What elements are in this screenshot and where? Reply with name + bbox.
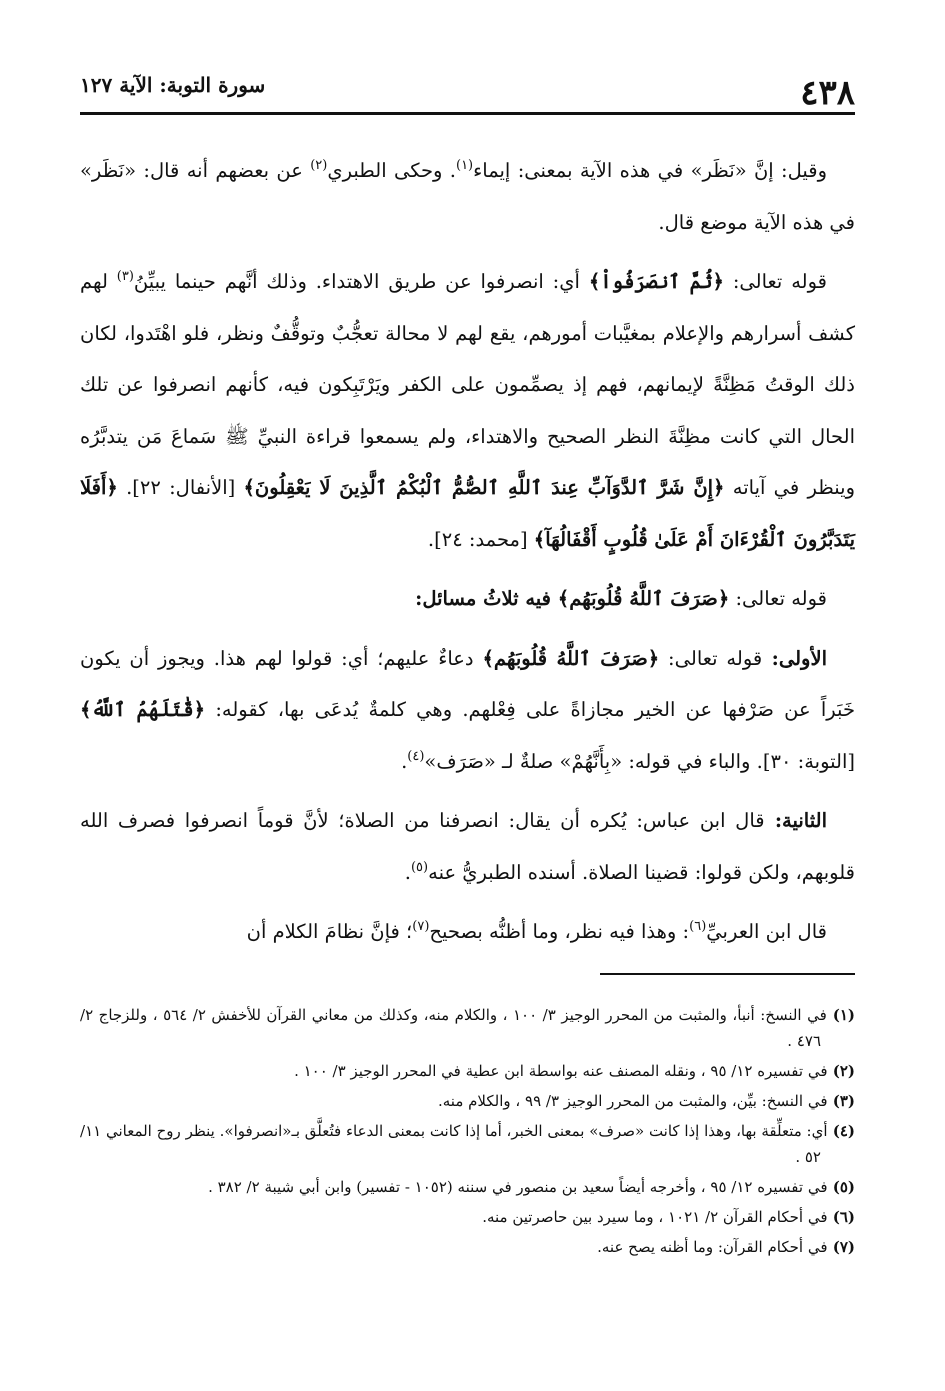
body-paragraph bbox=[80, 256, 855, 565]
footnote-reference: (١) bbox=[455, 158, 474, 173]
footnotes bbox=[80, 1002, 855, 1264]
footnote-item bbox=[80, 1174, 855, 1200]
quran-quote: ﴿صَرَفَ ٱللَّهُ قُلُوبَهُم﴾ bbox=[557, 587, 730, 610]
text-run: [الأنفال: ٢٢]. bbox=[117, 476, 244, 499]
footnote-number: (٥) bbox=[827, 1178, 855, 1196]
text-run: أي: انصرفوا عن طريق الاهتداء. وذلك أنَّهم حينما يبيِّنُ bbox=[133, 270, 589, 293]
text-run: . bbox=[401, 749, 408, 773]
text-run: دعاءٌ عليهم؛ أي: قولوا لهم هذا. ويجوز أن يكون خَبَراً عن صَرْفها عن الخير مجازاةً على فِعْلهم. وهي كلمةٌ يُدعَى بها، كقوله: bbox=[80, 646, 855, 721]
text-run: قوله تعالى: bbox=[723, 270, 828, 293]
footnote-reference: (٥) bbox=[410, 859, 429, 875]
bold-heading: الأولى: bbox=[762, 646, 828, 670]
footnote-reference: (٤) bbox=[407, 748, 425, 764]
footnote-item bbox=[80, 1118, 855, 1170]
body-paragraph bbox=[80, 633, 855, 788]
footnote-number: (٦) bbox=[827, 1208, 855, 1226]
text-run: . bbox=[404, 860, 411, 884]
body-paragraph bbox=[80, 795, 855, 898]
footnote-text: في تفسيره ١٢/ ٩٥ ، وأخرجه أيضاً سعيد بن منصور في سننه (١٠٥٢ - تفسير) وابن أبي شيبة ٢/ ٣٨٢ . bbox=[208, 1178, 828, 1196]
running-title: سورة التوبة: الآية ١٢٧ bbox=[80, 73, 266, 97]
quran-quote: ﴿أَفَلَا يَتَدَبَّرُونَ ٱلْقُرْءَانَ أَمْ عَلَىٰ قُلُوبٍ أَقْفَالُهَآ﴾ bbox=[80, 476, 855, 551]
text-run: قال ابن عباس: يُكره أن يقال: انصرفنا من الصلاة؛ لأنَّ قوماً انصرفوا فصرف الله قلوبهم، ولكن قولوا: قضينا الصلاة. أسنده الطبريُّ عنه bbox=[80, 809, 855, 884]
text-run: وقيل: إنَّ «نَظَر» في هذه الآية بمعنى: إيماء bbox=[473, 159, 827, 182]
text-run: . وحكى الطبري bbox=[327, 159, 456, 182]
text-run: : وهذا فيه نظر، وما أظنُّه بصحيح bbox=[429, 920, 690, 943]
footnote-text: أي: متعلِّقة بها، وهذا إذا كانت «صرف» بمعنى الخبر، أما إذا كانت بمعنى الدعاء فتُعلَّق بـ«انصرفوا». ينظر روح المعاني ١١/ ٥٢ . bbox=[80, 1122, 828, 1166]
text-run: لهم كشف أسرارهم والإعلام بمغيَّبات أمورهم، يقع لهم لا محالة تعجُّبٌ وتوقُّفٌ ونظر، فلو اهْتَدوا، لكان ذلك الوقتُ مَظِنَّةً لإيمانهم، فهم إذ يصمِّمون على الكفر ويَرْتَبِكون فيه، كأنهم انصرفوا عن تلك الحال التي كانت مظِنَّةَ النظر الصحيح والاهتداء، ولم يسمعوا قراءة النبيِّ ﷺ سَماعَ مَن يتدبَّرُه وينظر في آياته bbox=[80, 270, 855, 499]
footnote-item bbox=[80, 1002, 855, 1054]
footnote-text: في أحكام القرآن ٢/ ١٠٢١ ، وما سيرد بين حاصرتين منه. bbox=[482, 1208, 828, 1226]
page-header bbox=[80, 62, 855, 114]
footnote-reference: (٧) bbox=[412, 919, 430, 934]
bold-heading: فيه ثلاثُ مسائل: bbox=[415, 587, 558, 610]
bold-heading: الثانية: bbox=[764, 809, 827, 832]
footnote-item bbox=[80, 1234, 855, 1260]
footnote-item bbox=[80, 1088, 855, 1114]
text-run: قوله تعالى: bbox=[659, 646, 763, 670]
page-number: ٤٣٨ bbox=[800, 73, 855, 113]
quran-quote: ﴿صَرَفَ ٱللَّهُ قُلُوبَهُم﴾ bbox=[482, 646, 660, 670]
main-text bbox=[80, 145, 855, 966]
footnote-number: (٧) bbox=[827, 1238, 855, 1256]
body-paragraph bbox=[80, 573, 855, 625]
footnote-number: (٣) bbox=[827, 1092, 855, 1110]
footnote-text: في تفسيره ١٢/ ٩٥ ، ونقله المصنف عنه بواسطة ابن عطية في المحرر الوجيز ٣/ ١٠٠ . bbox=[294, 1062, 828, 1080]
footnote-number: (٤) bbox=[827, 1122, 855, 1140]
footnote-item bbox=[80, 1204, 855, 1230]
text-run: ؛ فإنَّ نظامَ الكلام أن bbox=[246, 920, 413, 943]
footnote-text: في النسخ: أنبأ، والمثبت من المحرر الوجيز ٣/ ١٠٠ ، والكلام منه، وكذلك من معاني القرآن للأخفش ٢/ ٥٦٤ ، وللزجاج ٢/ ٤٧٦ . bbox=[80, 1006, 827, 1050]
text-run: قال ابن العربيِّ bbox=[706, 920, 827, 943]
footnote-separator bbox=[600, 973, 855, 975]
text-run: [محمد: ٢٤]. bbox=[427, 527, 534, 551]
text-run: عن بعضهم أنه قال: «نَظَر» في هذه الآية موضع قال. bbox=[80, 159, 855, 234]
footnote-reference: (٣) bbox=[116, 269, 134, 284]
quran-quote: ﴿قَٰتَلَهُمُ ٱللَّهُ﴾ bbox=[80, 698, 206, 721]
text-run: [التوبة: ٣٠]. والباء في قوله: «بِأَنَّهُمْ» صلةٌ لـ «صَرَف» bbox=[424, 749, 855, 773]
footnote-reference: (٦) bbox=[689, 919, 707, 934]
quran-quote: ﴿إِنَّ شَرَّ ٱلدَّوَآبِّ عِندَ ٱللَّهِ ٱلصُّمُّ ٱلْبُكْمُ ٱلَّذِينَ لَا يَعْقِلُونَ﴾ bbox=[243, 476, 725, 499]
body-paragraph bbox=[80, 145, 855, 248]
text-run: قوله تعالى: bbox=[729, 587, 827, 610]
footnote-text: في النسخ: بيِّن، والمثبت من المحرر الوجيز ٣/ ٩٩ ، والكلام منه. bbox=[437, 1092, 828, 1110]
footnote-number: (٢) bbox=[827, 1062, 855, 1080]
body-paragraph bbox=[80, 906, 855, 958]
footnote-number: (١) bbox=[826, 1006, 856, 1024]
header-rule bbox=[80, 112, 855, 115]
quran-quote: ﴿ثُمَّ ٱنصَرَفُواْ﴾ bbox=[588, 270, 724, 293]
footnote-item bbox=[80, 1058, 855, 1084]
footnote-reference: (٢) bbox=[310, 158, 328, 173]
footnote-text: في أحكام القرآن: وما أظنه يصح عنه. bbox=[597, 1238, 828, 1256]
